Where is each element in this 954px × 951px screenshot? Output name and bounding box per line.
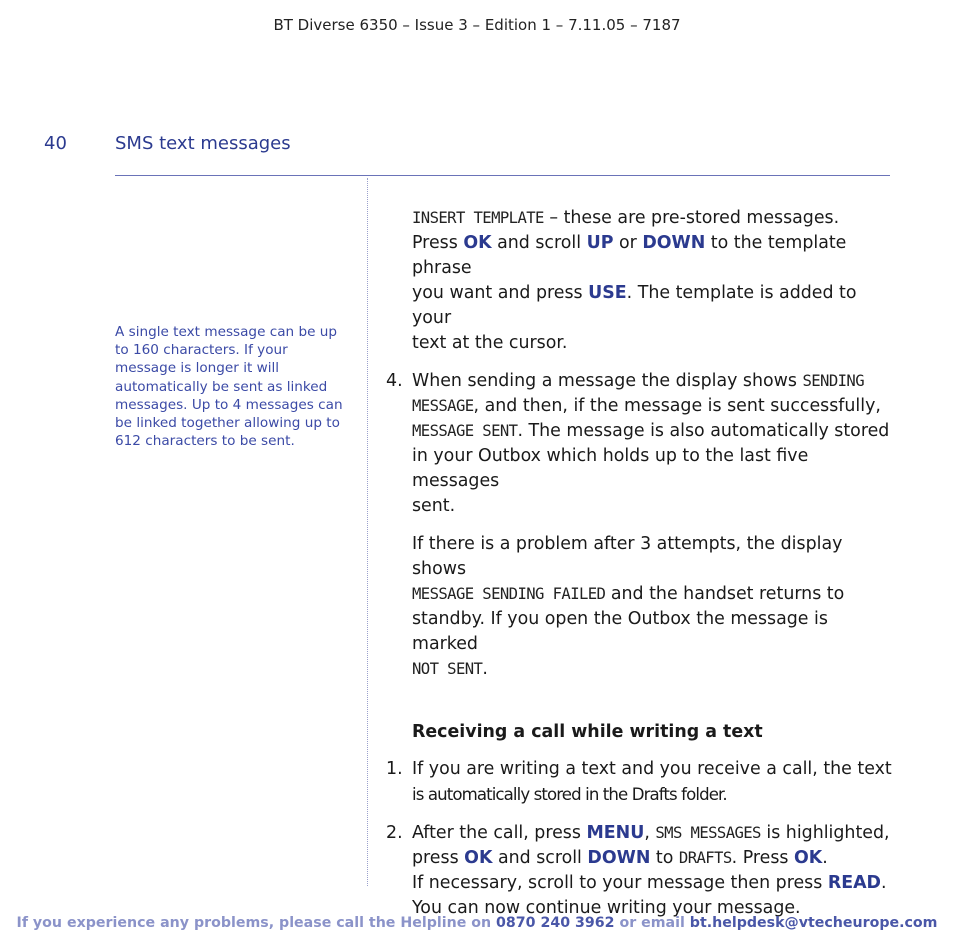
key-label: DOWN <box>587 848 651 868</box>
text: If necessary, scroll to your message then press <box>412 873 828 893</box>
text: press <box>412 848 465 868</box>
key-label: OK <box>463 233 492 253</box>
text: text at the cursor. <box>412 333 568 353</box>
receiving-call-heading: Receiving a call while writing a text <box>412 722 763 742</box>
text: . <box>880 873 887 893</box>
text: standby. If you open the Outbox the message is marked <box>412 609 828 654</box>
text: or <box>613 233 643 253</box>
key-label: MENU <box>586 823 645 843</box>
text: is automatically stored in the Drafts folder. <box>412 785 727 804</box>
text: . <box>822 848 828 868</box>
document-id-header: BT Diverse 6350 – Issue 3 – Edition 1 – 7.11.05 – 7187 <box>273 16 681 34</box>
display-text: MESSAGE <box>412 397 474 415</box>
display-text: INSERT TEMPLATE <box>412 209 544 227</box>
text: Press <box>412 233 464 253</box>
helpline-phone: 0870 240 3962 <box>496 915 615 931</box>
text: – these are pre-stored messages. <box>543 208 840 228</box>
step-4 <box>386 369 896 519</box>
main-content <box>386 206 896 921</box>
text: or email <box>614 915 690 931</box>
helpline-footer <box>0 915 954 931</box>
step-number: 4. <box>386 371 403 391</box>
section-title: SMS text messages <box>115 133 291 154</box>
display-text: SENDING <box>802 372 864 390</box>
step-number: 2. <box>386 823 403 843</box>
text: After the call, press <box>412 823 587 843</box>
text: When sending a message the display shows <box>412 371 803 391</box>
insert-template-paragraph <box>386 206 896 356</box>
text: sent. <box>412 496 456 516</box>
key-label: USE <box>588 283 627 303</box>
display-text: SMS MESSAGES <box>655 824 761 842</box>
text: You can now continue writing your message. <box>412 898 801 918</box>
text: If you experience any problems, please call the Helpline on <box>16 915 497 931</box>
helpdesk-email: bt.helpdesk@vtecheurope.com <box>689 915 938 931</box>
text: . The template is added to your <box>412 283 857 328</box>
sidenote: A single text message can be up to 160 characters. If your message is longer it will automatically be sent as linked messages. Up to 4 messages can be linked together allowing up to 612 characters to be sent. <box>115 324 343 450</box>
text: to <box>650 848 679 868</box>
key-label: OK <box>794 848 823 868</box>
problem-paragraph <box>386 532 896 682</box>
text: is highlighted, <box>760 823 890 843</box>
display-text: MESSAGE SENT <box>412 422 518 440</box>
key-label: READ <box>827 873 881 893</box>
text: . Press <box>731 848 794 868</box>
receiving-step-2 <box>386 821 896 921</box>
column-divider <box>367 178 368 886</box>
text: and the handset returns to <box>605 584 845 604</box>
display-text: DRAFTS <box>678 849 732 867</box>
text: If there is a problem after 3 attempts, the display shows <box>412 534 843 579</box>
key-label: OK <box>464 848 493 868</box>
page-number: 40 <box>44 133 67 154</box>
text: , <box>644 823 656 843</box>
receiving-step-1 <box>386 757 896 808</box>
text: , and then, if the message is sent successfully, <box>473 396 881 416</box>
text: . <box>482 659 488 679</box>
text: in your Outbox which holds up to the last five messages <box>412 446 809 491</box>
key-label: DOWN <box>642 233 706 253</box>
text: . The message is also automatically stored <box>517 421 890 441</box>
key-label: UP <box>586 233 614 253</box>
display-text: MESSAGE SENDING FAILED <box>412 585 606 603</box>
step-number: 1. <box>386 759 403 779</box>
text: and scroll <box>492 848 588 868</box>
text: you want and press <box>412 283 589 303</box>
text: If you are writing a text and you receive a call, the text <box>412 759 892 779</box>
text: to the template phrase <box>412 233 847 278</box>
display-text: NOT SENT <box>412 660 483 678</box>
text: and scroll <box>491 233 587 253</box>
header-divider <box>115 175 890 176</box>
